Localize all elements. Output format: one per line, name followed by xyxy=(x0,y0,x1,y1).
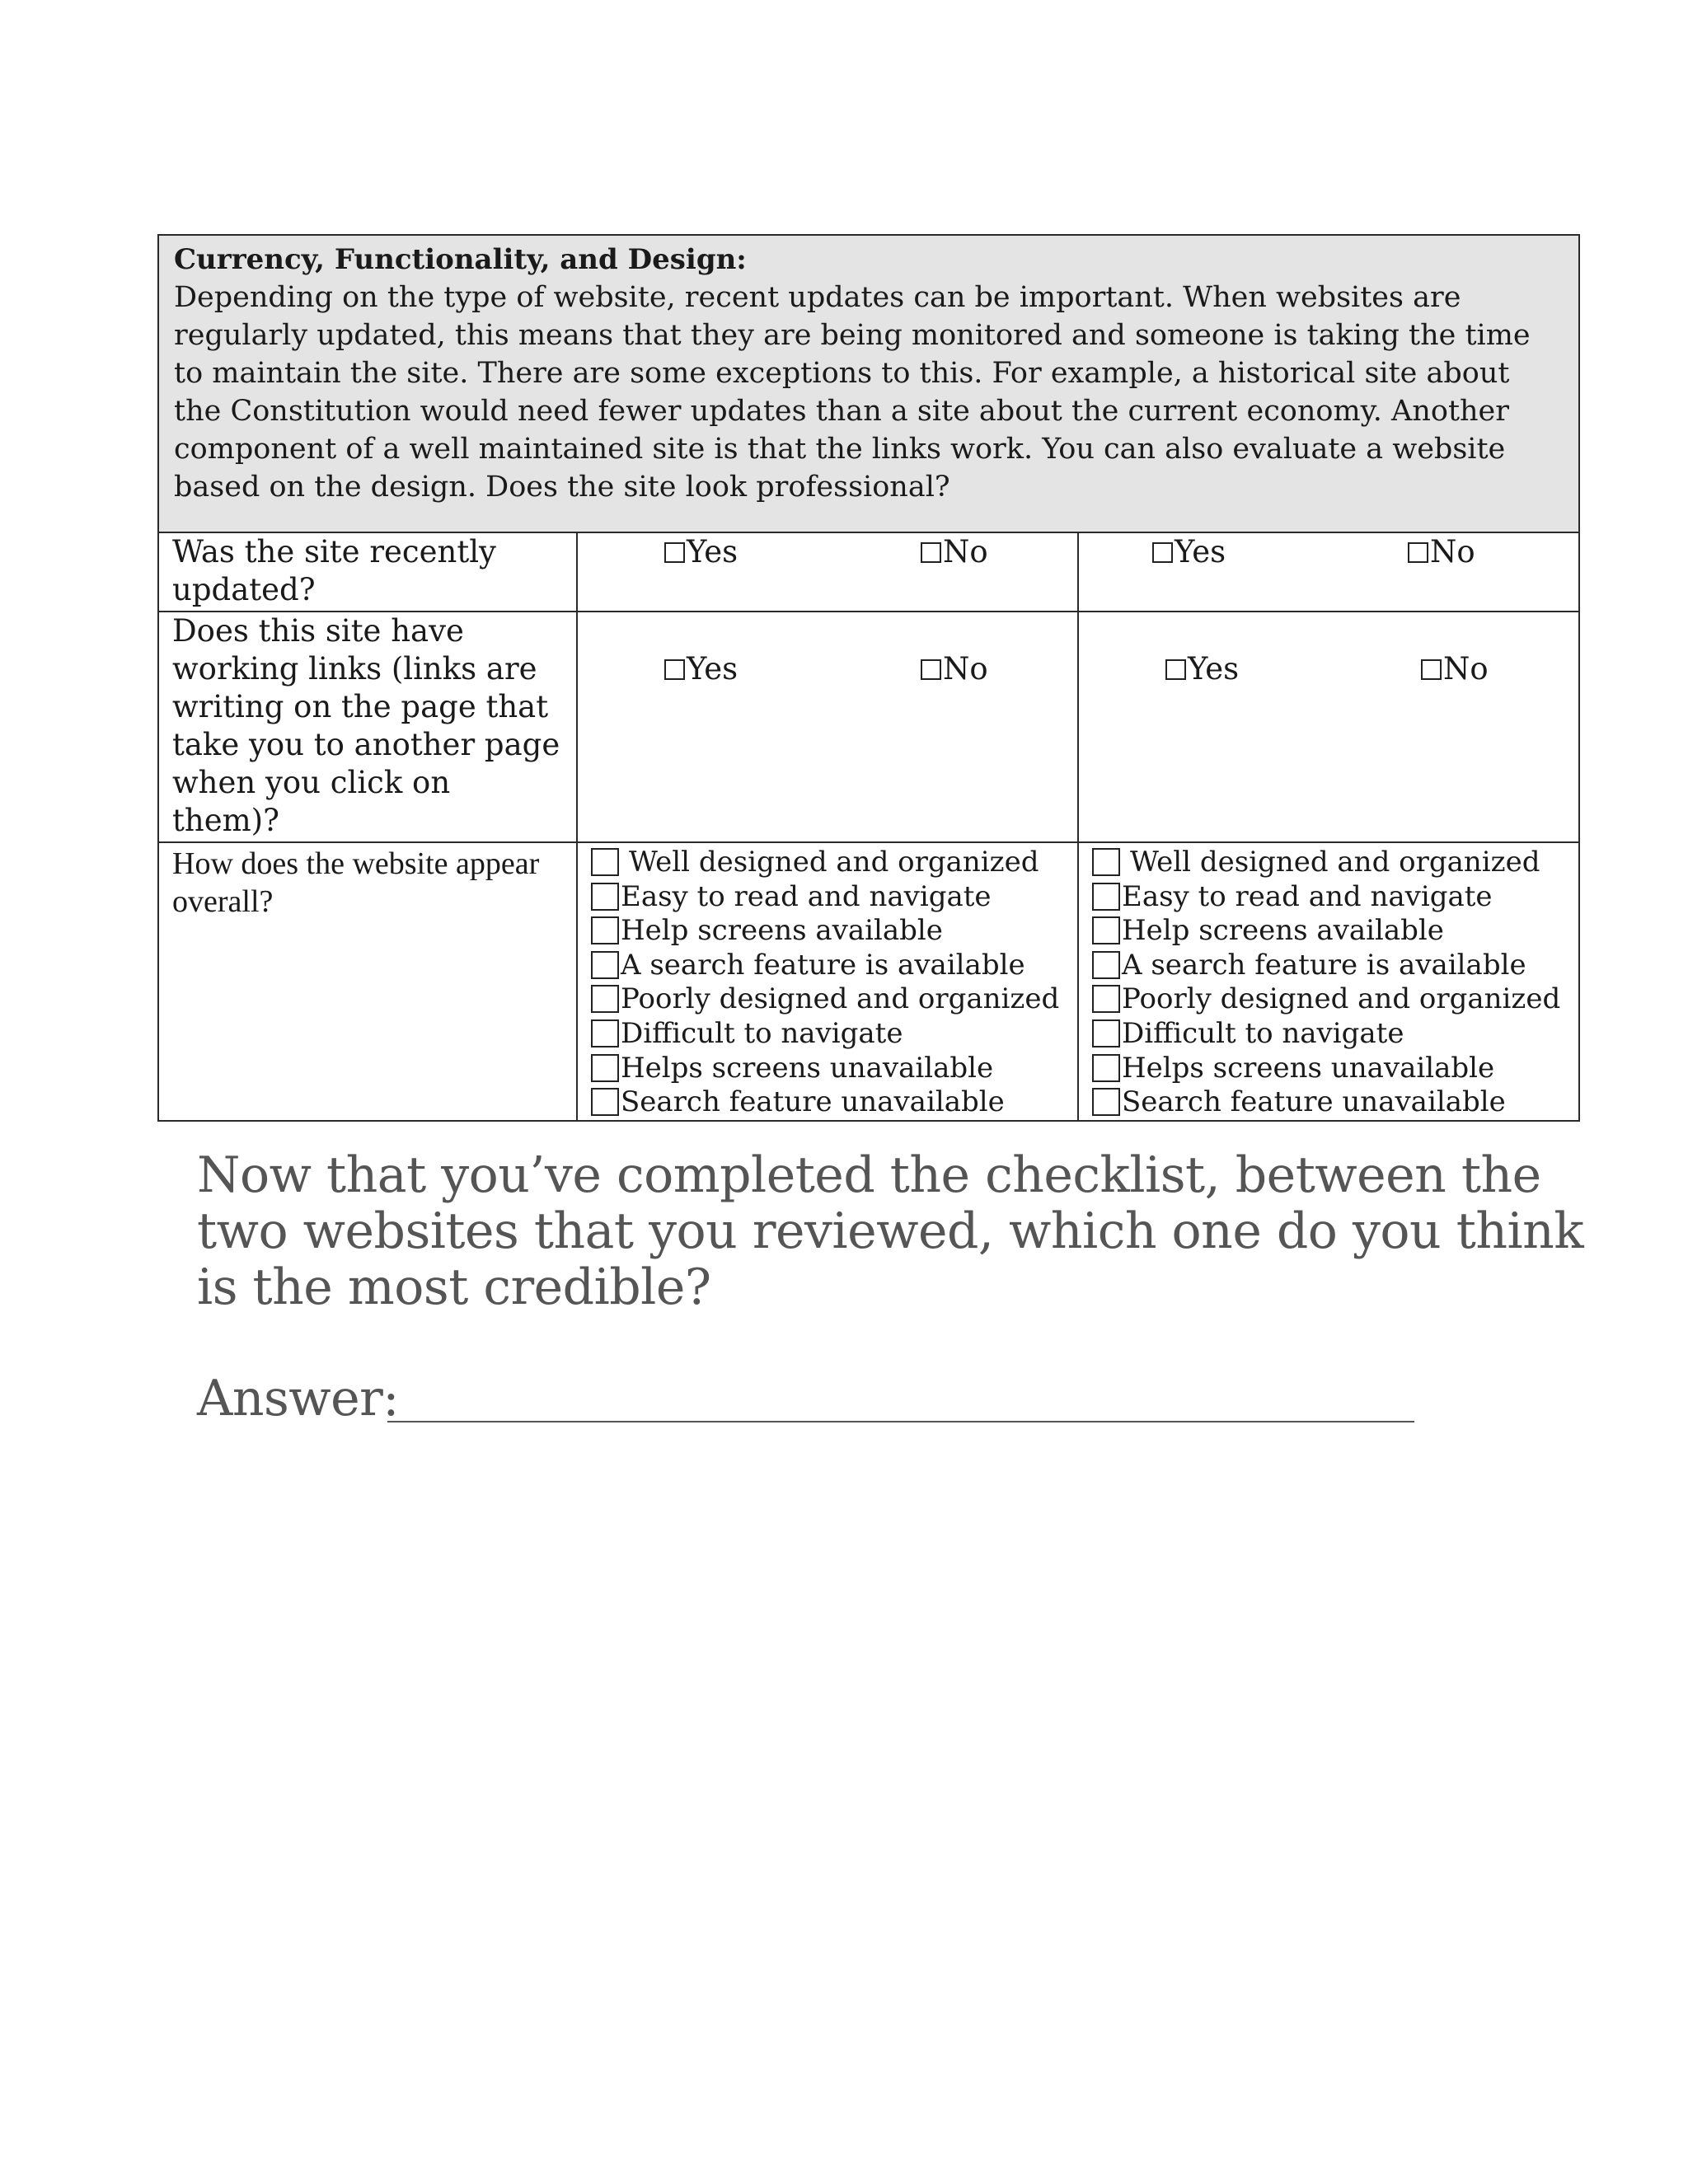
site1-appearance-option[interactable]: Helps screens unavailable xyxy=(591,1052,1077,1086)
yes-label: Yes xyxy=(687,651,738,687)
site2-appearance-option[interactable]: Difficult to navigate xyxy=(1092,1017,1578,1052)
section-description: Depending on the type of website, recent updates can be important. When websites are regularly updated, this means that they are being monitored and someone is taking the time to maintain the site. There are some exceptions to this. For example, a historical site about the Constitution would need fewer updates than a site about the current economy. Another component of a well maintained site is that the links work. You can also evaluate a website based on the design. Does the site look professional? xyxy=(174,281,1531,504)
site2-appearance-list xyxy=(1079,843,1578,1120)
checkbox-icon xyxy=(1165,659,1186,680)
site2-links-yes-checkbox[interactable] xyxy=(1165,650,1239,688)
site2-appearance-option[interactable]: A search feature is available xyxy=(1092,949,1578,983)
site2-updated-yes-checkbox[interactable] xyxy=(1152,533,1226,571)
question-row-appearance xyxy=(158,842,1579,1121)
checkbox-icon xyxy=(591,916,619,944)
checkbox-icon xyxy=(921,659,941,680)
checkbox-icon xyxy=(1092,848,1120,876)
question-appearance: How does the website appear overall? xyxy=(158,842,577,1121)
checkbox-icon xyxy=(1152,542,1173,563)
site2-appearance-option[interactable]: Help screens available xyxy=(1092,914,1578,949)
site2-links-cell xyxy=(1078,612,1579,842)
question-links: Does this site have working links (links are writing on the page that take you to another page when you click on them)? xyxy=(158,612,577,842)
site1-links-cell xyxy=(577,612,1078,842)
site1-appearance-option[interactable]: Difficult to navigate xyxy=(591,1017,1077,1052)
section-header xyxy=(158,235,1579,532)
no-label: No xyxy=(1430,534,1475,569)
checkbox-icon xyxy=(591,951,619,979)
site1-appearance-option[interactable]: A search feature is available xyxy=(591,949,1077,983)
yes-label: Yes xyxy=(1188,651,1240,687)
no-label: No xyxy=(943,651,988,687)
site2-appearance-cell xyxy=(1078,842,1579,1121)
checkbox-icon xyxy=(1408,542,1428,563)
no-label: No xyxy=(1443,651,1489,687)
site1-appearance-cell xyxy=(577,842,1078,1121)
checkbox-icon xyxy=(591,1088,619,1116)
checkbox-icon xyxy=(1092,1054,1120,1082)
question-row-links xyxy=(158,612,1579,842)
checkbox-icon xyxy=(1092,1019,1120,1047)
site2-appearance-option[interactable]: Helps screens unavailable xyxy=(1092,1052,1578,1086)
question-updated: Was the site recently updated? xyxy=(158,532,577,612)
checkbox-icon xyxy=(1092,883,1120,911)
checkbox-icon xyxy=(591,848,619,876)
checkbox-icon xyxy=(1092,951,1120,979)
site2-updated-no-checkbox[interactable] xyxy=(1408,533,1475,571)
section-header-row xyxy=(158,235,1579,532)
site2-links-no-checkbox[interactable] xyxy=(1421,650,1489,688)
question-row-updated xyxy=(158,532,1579,612)
checkbox-icon xyxy=(1092,916,1120,944)
checkbox-icon xyxy=(591,883,619,911)
site1-appearance-list xyxy=(578,843,1077,1120)
checkbox-icon xyxy=(664,542,685,563)
checkbox-icon xyxy=(591,1054,619,1082)
site1-updated-no-checkbox[interactable] xyxy=(921,533,988,571)
answer-input-line[interactable] xyxy=(387,1421,1414,1422)
site2-appearance-option[interactable]: Easy to read and navigate xyxy=(1092,880,1578,915)
site1-links-no-checkbox[interactable] xyxy=(921,650,988,688)
checkbox-icon xyxy=(591,1019,619,1047)
section-title: Currency, Functionality, and Design: xyxy=(174,243,747,276)
checkbox-icon xyxy=(1092,1088,1120,1116)
followup-question: Now that you’ve completed the checklist, between the two websites that you reviewed, which one do you think is the most credible? xyxy=(197,1146,1584,1316)
site2-appearance-option[interactable]: Well designed and organized xyxy=(1092,846,1578,880)
site1-links-yes-checkbox[interactable] xyxy=(664,650,738,688)
site1-appearance-option[interactable]: Well designed and organized xyxy=(591,846,1077,880)
no-label: No xyxy=(943,534,988,569)
checkbox-icon xyxy=(921,542,941,563)
checkbox-icon xyxy=(1421,659,1442,680)
site2-updated-cell xyxy=(1078,532,1579,612)
site1-updated-yes-checkbox[interactable] xyxy=(664,533,738,571)
site1-appearance-option[interactable]: Easy to read and navigate xyxy=(591,880,1077,915)
checkbox-icon xyxy=(664,659,685,680)
checkbox-icon xyxy=(591,985,619,1013)
yes-label: Yes xyxy=(1175,534,1226,569)
checkbox-icon xyxy=(1092,985,1120,1013)
site1-appearance-option[interactable]: Search feature unavailable xyxy=(591,1085,1077,1120)
yes-label: Yes xyxy=(687,534,738,569)
site2-appearance-option[interactable]: Search feature unavailable xyxy=(1092,1085,1578,1120)
answer-label: Answer: xyxy=(197,1370,400,1427)
site1-appearance-option[interactable]: Poorly designed and organized xyxy=(591,982,1077,1017)
credibility-checklist-table xyxy=(157,234,1580,1122)
site1-updated-cell xyxy=(577,532,1078,612)
site2-appearance-option[interactable]: Poorly designed and organized xyxy=(1092,982,1578,1017)
site1-appearance-option[interactable]: Help screens available xyxy=(591,914,1077,949)
